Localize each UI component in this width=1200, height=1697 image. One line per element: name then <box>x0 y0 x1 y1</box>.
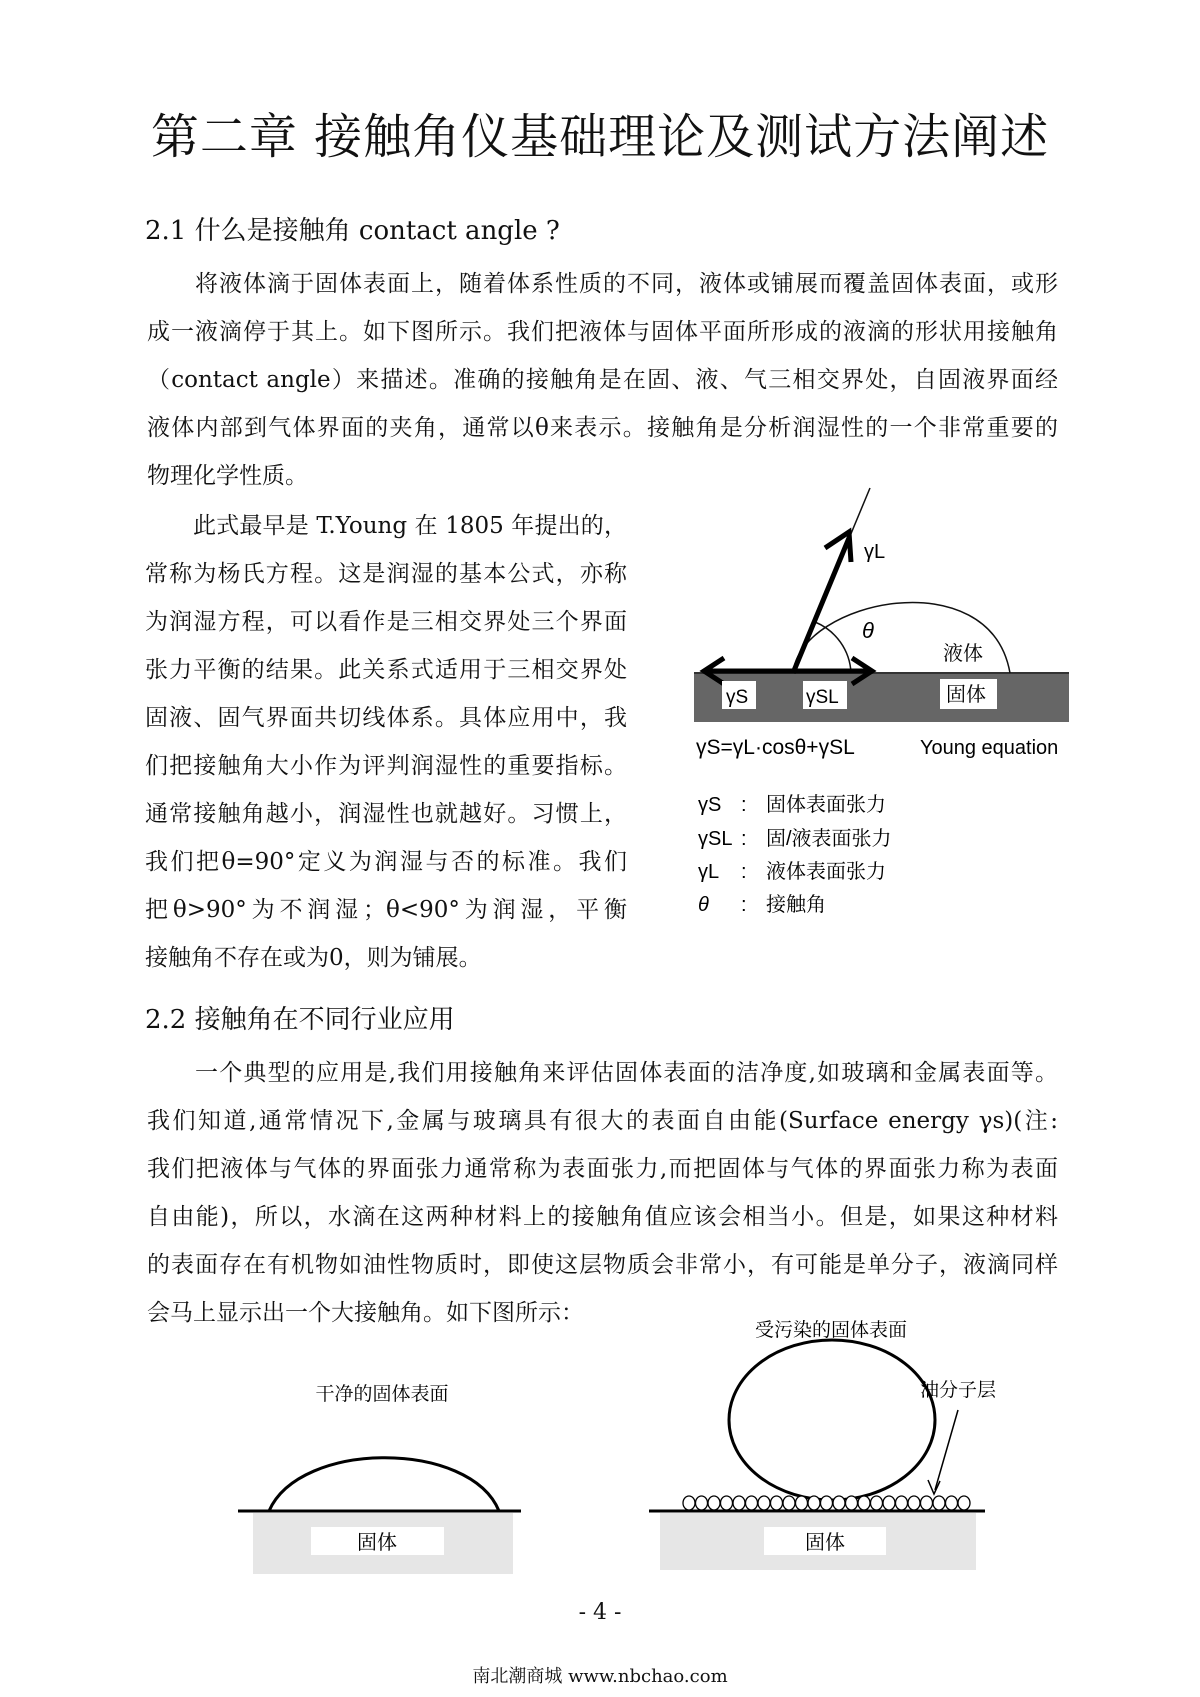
gamma-L-label: γL <box>864 541 886 563</box>
chapter-title: 第二章 接触角仪基础理论及测试方法阐述 <box>150 109 1050 165</box>
arrow-gamma-L <box>793 532 851 673</box>
oil-molecule <box>946 1496 958 1510</box>
text-line: 我们知道,通常情况下,金属与玻璃具有很大的表面自由能(Surface energy γs)(注: <box>147 1108 1058 1134</box>
text-line: 液体内部到气体界面的夹角，通常以θ来表示。接触角是分析润湿性的一个非常重要的 <box>147 415 1058 441</box>
section-heading-2-1: 2.1 什么是接触角 contact angle ? <box>145 216 560 246</box>
text-line: 接触角不存在或为0，则为铺展。 <box>145 945 482 971</box>
text-line: 此式最早是 T.Young 在 1805 年提出的， <box>193 513 627 539</box>
contaminated-surface-diagram <box>649 1319 996 1570</box>
oil-molecule <box>933 1496 945 1510</box>
legend-sep: : <box>741 794 747 816</box>
oil-molecule <box>771 1496 783 1510</box>
oil-layer-label: 油分子层 <box>920 1380 997 1401</box>
beaded-droplet <box>729 1340 935 1500</box>
liquid-label: 液体 <box>943 643 983 665</box>
clean-caption: 干净的固体表面 <box>315 1384 449 1405</box>
text-line: 常称为杨氏方程。这是润湿的基本公式，亦称 <box>145 561 627 587</box>
legend-sep: : <box>741 861 747 883</box>
oil-molecule <box>746 1496 758 1510</box>
flat-droplet <box>269 1458 499 1511</box>
oil-molecule <box>683 1496 695 1510</box>
oil-molecule <box>733 1496 745 1510</box>
text-line: 们把接触角大小作为评判润湿性的重要指标。 <box>145 753 627 779</box>
oil-molecule <box>958 1496 970 1510</box>
oil-molecule <box>908 1496 920 1510</box>
legend-desc: 液体表面张力 <box>766 861 886 883</box>
solid-label: 固体 <box>805 1532 845 1554</box>
oil-molecule <box>883 1496 895 1510</box>
footer-watermark: 南北潮商城 www.nbchao.com <box>472 1666 728 1687</box>
legend-symbol: γS <box>698 794 722 816</box>
section-heading-2-2: 2.2 接触角在不同行业应用 <box>145 1005 455 1035</box>
oil-molecule <box>921 1496 933 1510</box>
text-line: 我们把θ=90°定义为润湿与否的标准。我们 <box>145 849 627 875</box>
text-line: 把θ>90°为不润湿；θ<90°为润湿，平衡 <box>145 897 627 923</box>
legend-symbol: γSL <box>698 828 733 850</box>
oil-molecule <box>708 1496 720 1510</box>
oil-molecule <box>758 1496 770 1510</box>
page-number: - 4 - <box>578 1600 622 1625</box>
text-line: 物理化学性质。 <box>147 463 308 489</box>
text-line: （contact angle）来描述。准确的接触角是在固、液、气三相交界处，自固液界面经 <box>147 367 1058 393</box>
text-line: 我们把液体与气体的界面张力通常称为表面张力,而把固体与气体的界面张力称为表面 <box>147 1156 1058 1182</box>
legend-sep: : <box>741 828 747 850</box>
oil-molecule <box>821 1496 833 1510</box>
oil-molecule <box>896 1496 908 1510</box>
oil-molecule <box>833 1496 845 1510</box>
gamma-SL-label: γSL <box>806 687 839 708</box>
young-equation-name: Young equation <box>920 737 1059 759</box>
text-line: 自由能)，所以，水滴在这两种材料上的接触角值应该会相当小。但是，如果这种材料 <box>147 1204 1058 1230</box>
solid-label: 固体 <box>357 1532 397 1554</box>
oil-molecule <box>808 1496 820 1510</box>
text-line: 通常接触角越小，润湿性也就越好。习惯上， <box>145 801 627 827</box>
text-line: 会马上显示出一个大接触角。如下图所示： <box>147 1300 584 1326</box>
text-line: 的表面存在有机物如油性物质时，即使这层物质会非常小，有可能是单分子，液滴同样 <box>147 1252 1058 1278</box>
text-line: 张力平衡的结果。此关系式适用于三相交界处 <box>145 657 627 683</box>
oil-molecule-layer <box>683 1496 970 1510</box>
oil-molecule <box>796 1496 808 1510</box>
text-line: 将液体滴于固体表面上，随着体系性质的不同，液体或铺展而覆盖固体表面，或形 <box>195 271 1058 297</box>
oil-molecule <box>846 1496 858 1510</box>
legend-symbol: γL <box>698 861 720 883</box>
text-line: 为润湿方程，可以看作是三相交界处三个界面 <box>145 609 627 635</box>
oil-molecule <box>783 1496 795 1510</box>
symbol-legend <box>698 793 892 916</box>
theta-label: θ <box>862 618 874 643</box>
solid-label: 固体 <box>946 684 986 706</box>
oil-molecule <box>871 1496 883 1510</box>
gamma-S-label: γS <box>726 687 749 708</box>
legend-desc: 固/液表面张力 <box>766 828 892 850</box>
angle-arc <box>815 622 851 673</box>
legend-desc: 接触角 <box>766 894 826 916</box>
oil-molecule <box>696 1496 708 1510</box>
oil-molecule <box>858 1496 870 1510</box>
legend-desc: 固体表面张力 <box>766 794 886 816</box>
oil-molecule <box>721 1496 733 1510</box>
text-line: 一个典型的应用是,我们用接触角来评估固体表面的洁净度,如玻璃和金属表面等。 <box>195 1060 1058 1086</box>
young-equation: γS=γL·cosθ+γSL <box>696 736 855 759</box>
legend-sep: : <box>741 894 747 916</box>
legend-symbol: θ <box>698 894 709 916</box>
clean-surface-diagram <box>238 1383 521 1574</box>
contaminated-caption: 受污染的固体表面 <box>754 1320 908 1341</box>
text-line: 固液、固气界面共切线体系。具体应用中，我 <box>145 705 627 731</box>
text-line: 成一液滴停于其上。如下图所示。我们把液体与固体平面所形成的液滴的形状用接触角 <box>147 319 1058 345</box>
